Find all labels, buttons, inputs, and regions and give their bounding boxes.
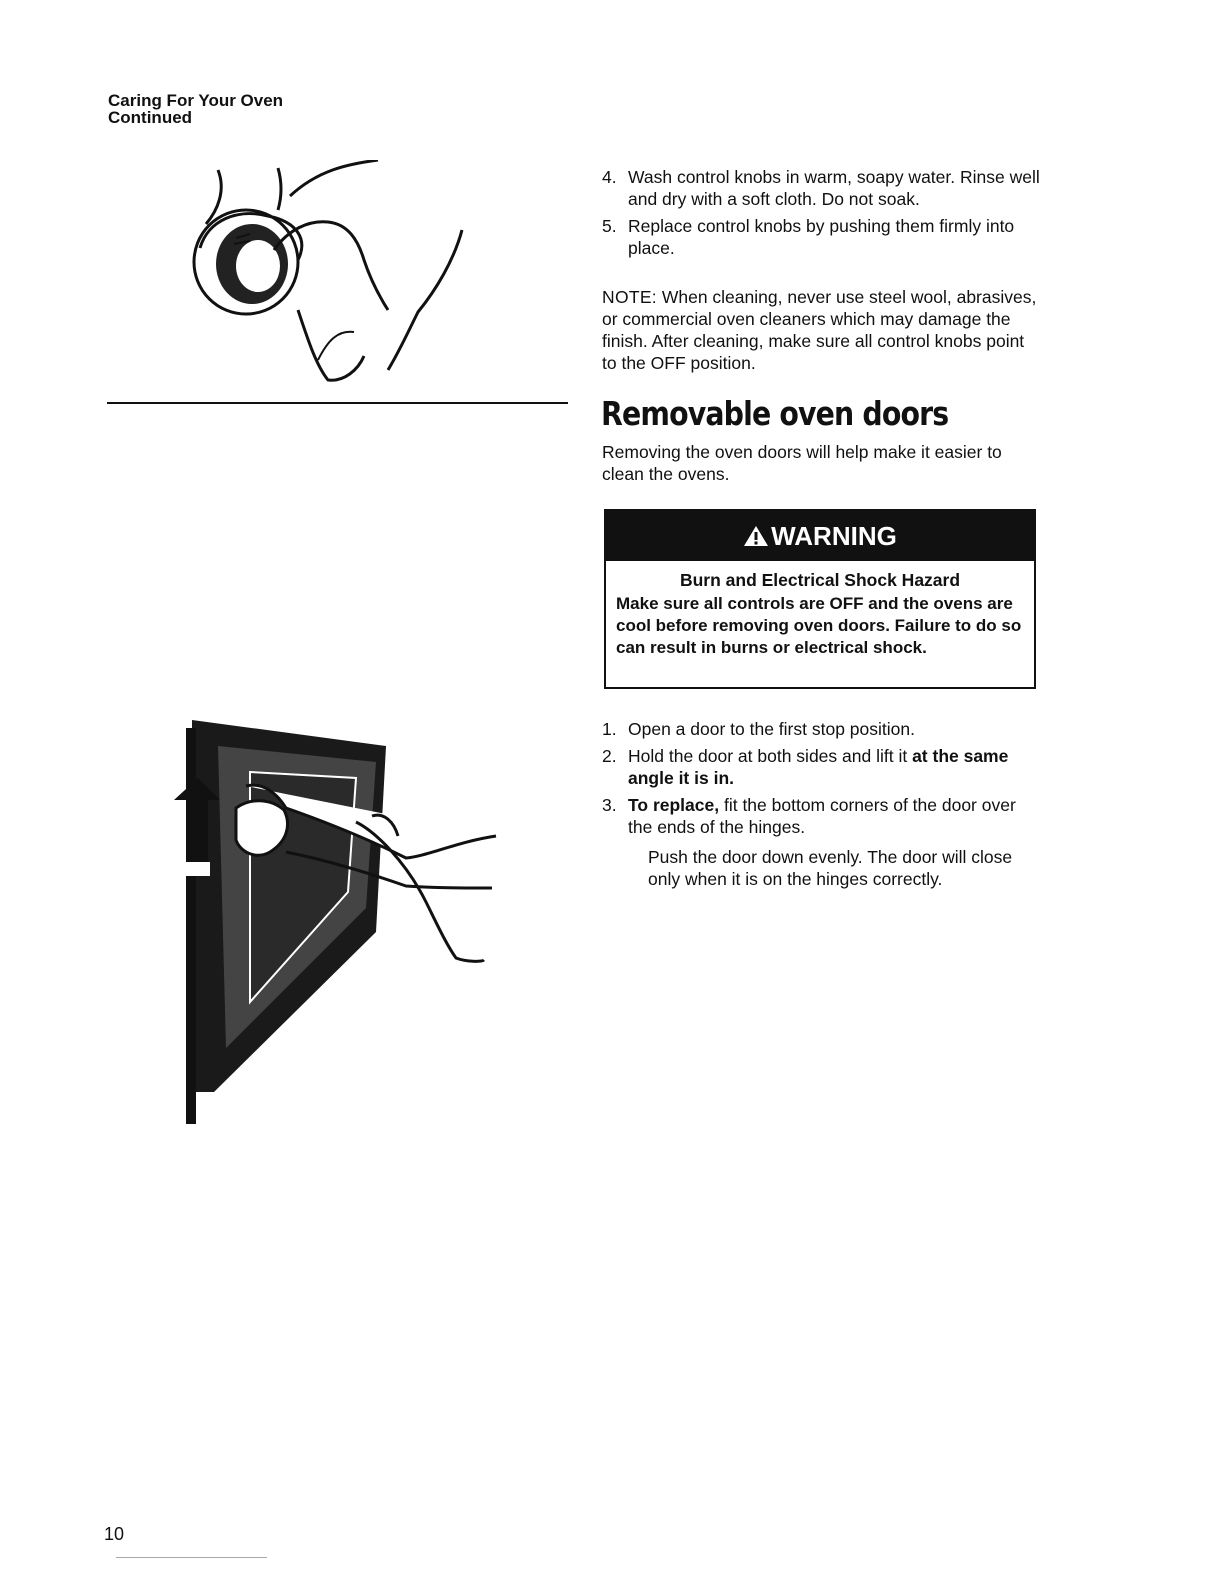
warning-box <box>604 509 1036 689</box>
note-label: NOTE: <box>602 287 657 307</box>
warning-header <box>606 511 1034 561</box>
step-text: Open a door to the first stop position. <box>628 719 915 739</box>
step-3 <box>602 794 1042 890</box>
step-text-emphasis: at the same angle it is in. <box>628 746 1009 788</box>
step-2 <box>602 745 1042 789</box>
warning-heading: WARNING <box>771 520 897 551</box>
door-removal-illustration <box>166 712 502 1128</box>
step-text: fit the bottom corners of the door over the ends of the hinges. <box>628 795 1016 837</box>
footer-rule <box>116 1557 267 1558</box>
page-header <box>108 92 283 126</box>
warning-triangle-icon <box>743 525 769 547</box>
step-5 <box>602 215 1042 259</box>
step-number: 5. <box>602 216 617 236</box>
step-4 <box>602 166 1042 210</box>
page-number: 10 <box>104 1524 125 1544</box>
door-removal-steps <box>602 718 1042 895</box>
header-subtitle: Continued <box>108 108 193 127</box>
step-number: 2. <box>602 746 617 766</box>
step-text: Hold the door at both sides and lift it <box>628 746 913 766</box>
section-intro: Removing the oven doors will help make it easier to clean the ovens. <box>602 442 1002 484</box>
note-text: When cleaning, never use steel wool, abrasives, or commercial oven cleaners which may damage the finish. After cleaning, make sure all control knobs point to the OFF position. <box>602 287 1037 373</box>
step-3-push-note: Push the door down evenly. The door will close only when it is on the hinges correctly. <box>648 847 1013 889</box>
step-1 <box>602 718 1042 740</box>
header-title: Caring For Your Oven <box>108 91 284 110</box>
step-text-emphasis: To replace, <box>628 795 720 815</box>
step-number: 3. <box>602 795 617 815</box>
knob-removal-illustration <box>178 160 468 385</box>
step-number: 4. <box>602 167 617 187</box>
section-divider <box>107 402 568 404</box>
step-text: Wash control knobs in warm, soapy water. Rinse well and dry with a soft cloth. Do not soak. <box>628 167 1040 209</box>
step-number: 1. <box>602 719 617 739</box>
step-text: Replace control knobs by pushing them firmly into place. <box>628 216 1015 258</box>
cleaning-note <box>602 286 1042 374</box>
warning-text: Make sure all controls are OFF and the ovens are cool before removing oven doors. Failure to do so can result in burns or electrical shock. <box>616 594 1022 657</box>
section-title: Removable oven doors <box>601 394 949 433</box>
warning-hazard: Burn and Electrical Shock Hazard <box>679 570 961 590</box>
knob-care-steps <box>602 166 1042 264</box>
